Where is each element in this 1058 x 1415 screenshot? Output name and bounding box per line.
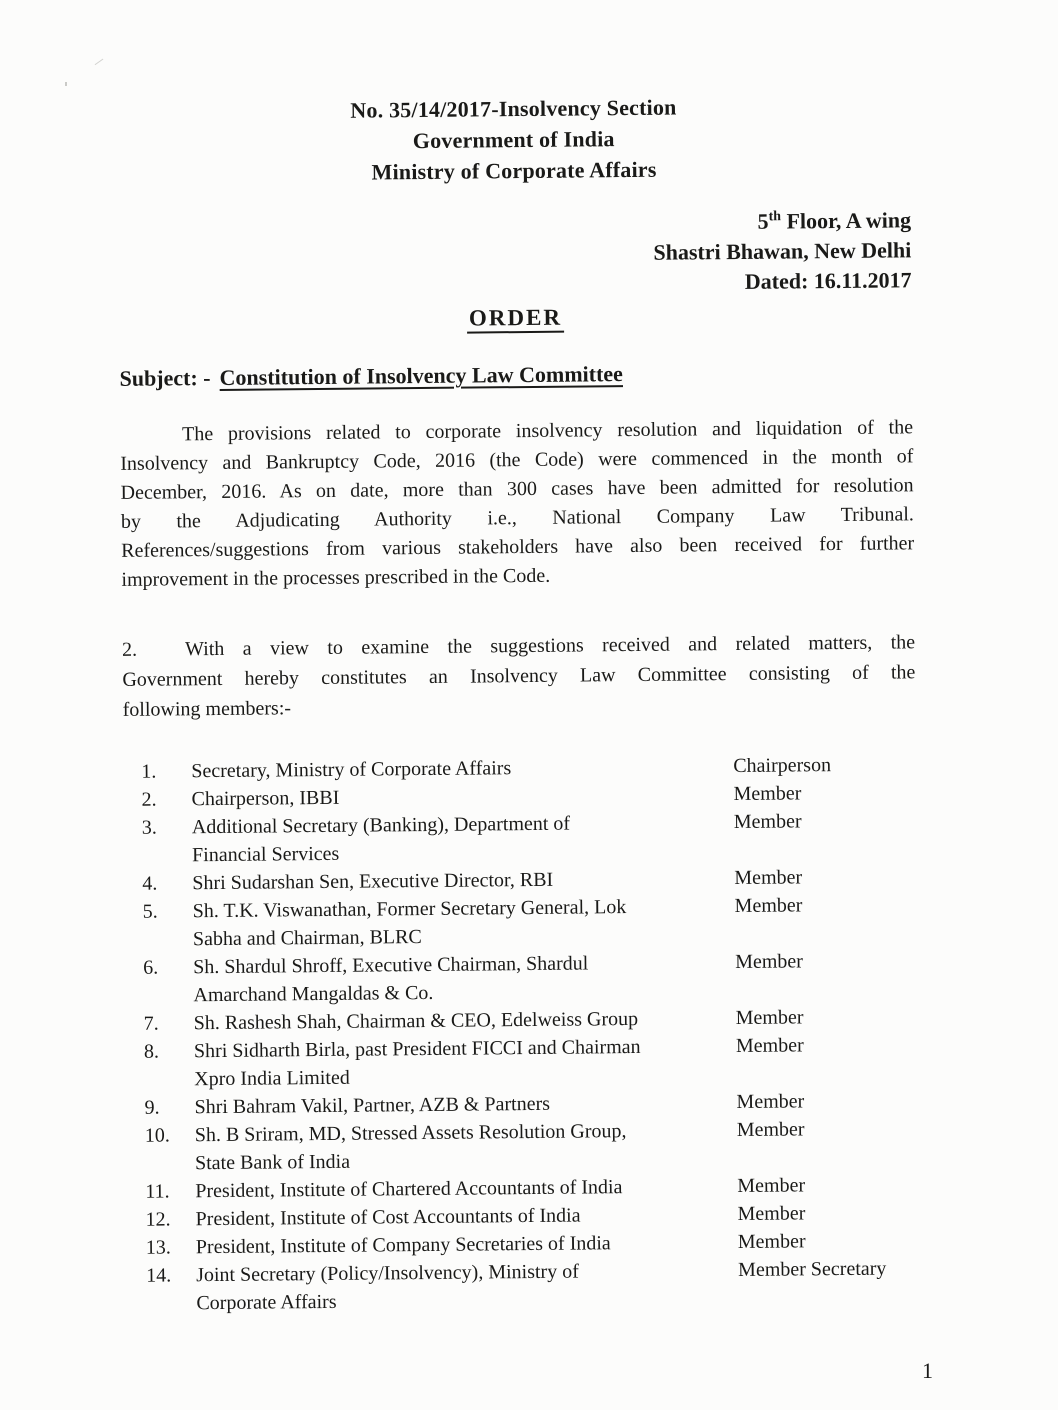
paragraph-line: by the Adjudicating Authority i.e., National Company Law Tribunal. [120,503,914,533]
subject-line [119,356,912,394]
member-name: Sh. Rashesh Shah, Chairman & CEO, Edelweiss Group [193,1007,639,1035]
member-name: Sh. B Sriram, MD, Stressed Assets Resolution Group, State Bank of India [194,1120,627,1175]
member-name: Joint Secretary (Policy/Insolvency), Ministry of Corporate Affairs [196,1260,579,1315]
member-role: Member [734,894,803,918]
member-number: 5. [142,900,158,923]
member-role: Member [735,1006,804,1030]
member-role: Member [733,782,802,806]
member-name: Shri Sidharth Birla, past President FICCI and Chairman Xpro India Limited [193,1035,641,1091]
member-number: 8. [143,1040,160,1063]
floor-number: 5 [757,208,769,234]
member-row [127,1114,921,1178]
member-row [125,890,919,954]
member-role: Member [734,866,803,890]
member-number: 12. [145,1208,171,1231]
government-name: Government of India [412,126,615,154]
order-heading-wrap [119,298,912,338]
member-name: President, Institute of Company Secretaries of India [195,1232,611,1259]
paragraph-line: December, 2016. As on date, more than 300 cases have been admitted for resolution [120,474,914,504]
subject-text: Constitution of Insolvency Law Committee [219,361,623,390]
paragraph-line: improvement in the processes prescribed in the Code. [121,564,551,591]
letter-header [117,89,911,190]
paragraph-line-text: With a view to examine the suggestions received and related matters, the [185,631,916,661]
member-name: Shri Sudarshan Sen, Executive Director, RBI [192,868,554,895]
members-list [123,750,921,1318]
member-role: Member [737,1230,806,1254]
member-name: President, Institute of Chartered Accountants of India [195,1176,623,1203]
member-row [124,806,918,870]
member-role: Member [735,1034,804,1058]
member-role: Member [733,810,802,834]
opening-paragraph [120,413,915,595]
address-block [118,205,912,303]
member-row [128,1254,922,1318]
member-role: Member Secretary [738,1257,887,1282]
paragraph-line: The provisions related to corporate insolvency resolution and liquidation of the [181,416,914,446]
ministry-name: Ministry of Corporate Affairs [371,156,657,185]
member-role: Chairperson [733,754,832,778]
member-number: 13. [145,1236,171,1259]
building-line: Shastri Bhawan, New Delhi [653,237,912,265]
member-number: 14. [146,1264,172,1287]
member-name: Additional Secretary (Banking), Department of Financial Services [191,812,571,867]
date-line: Dated: 16.11.2017 [744,267,912,294]
member-role: Member [736,1118,805,1142]
member-role: Member [735,950,804,974]
page-number: 1 [922,1358,933,1383]
subject-label: Subject: - [119,365,211,391]
floor-ordinal: th [768,209,782,225]
member-number: 6. [143,956,159,979]
member-name: Sh. T.K. Viswanathan, Former Secretary General, Lok Sabha and Chairman, BLRC [192,896,627,951]
member-number: 4. [142,872,158,895]
member-number: 11. [145,1180,170,1203]
member-name: President, Institute of Cost Accountants of India [195,1204,581,1231]
paragraph-number: 2. [122,638,138,661]
member-role: Member [737,1174,806,1198]
member-number: 3. [141,816,157,839]
member-name: Secretary, Ministry of Corporate Affairs [191,757,512,783]
paragraph-line: Insolvency and Bankruptcy Code, 2016 (the Code) were commenced in the month of [120,445,914,475]
paragraph-line: References/suggestions from various stakeholders have also been received for further [121,532,915,562]
member-row [126,1030,920,1094]
member-number: 10. [144,1124,170,1147]
member-name: Chairperson, IBBI [191,786,340,811]
member-number: 9. [144,1096,160,1119]
member-number: 1. [141,760,157,783]
member-name: Shri Bahram Vakil, Partner, AZB & Partners [194,1092,551,1119]
order-heading: ORDER [467,305,564,334]
paragraph-line: following members:- [122,697,292,721]
member-role: Member [736,1090,805,1114]
reference-number: No. 35/14/2017-Insolvency Section [350,94,677,123]
member-role: Member [737,1202,806,1226]
floor-rest: Floor, A wing [780,207,912,234]
member-row [125,946,919,1010]
member-name: Sh. Shardul Shroff, Executive Chairman, Shardul Amarchand Mangaldas & Co. [193,952,589,1007]
member-number: 7. [143,1012,159,1035]
constitution-paragraph [122,627,916,725]
paragraph-line: Government hereby constitutes an Insolvency Law Committee consisting of the [122,661,916,691]
member-number: 2. [141,788,157,811]
